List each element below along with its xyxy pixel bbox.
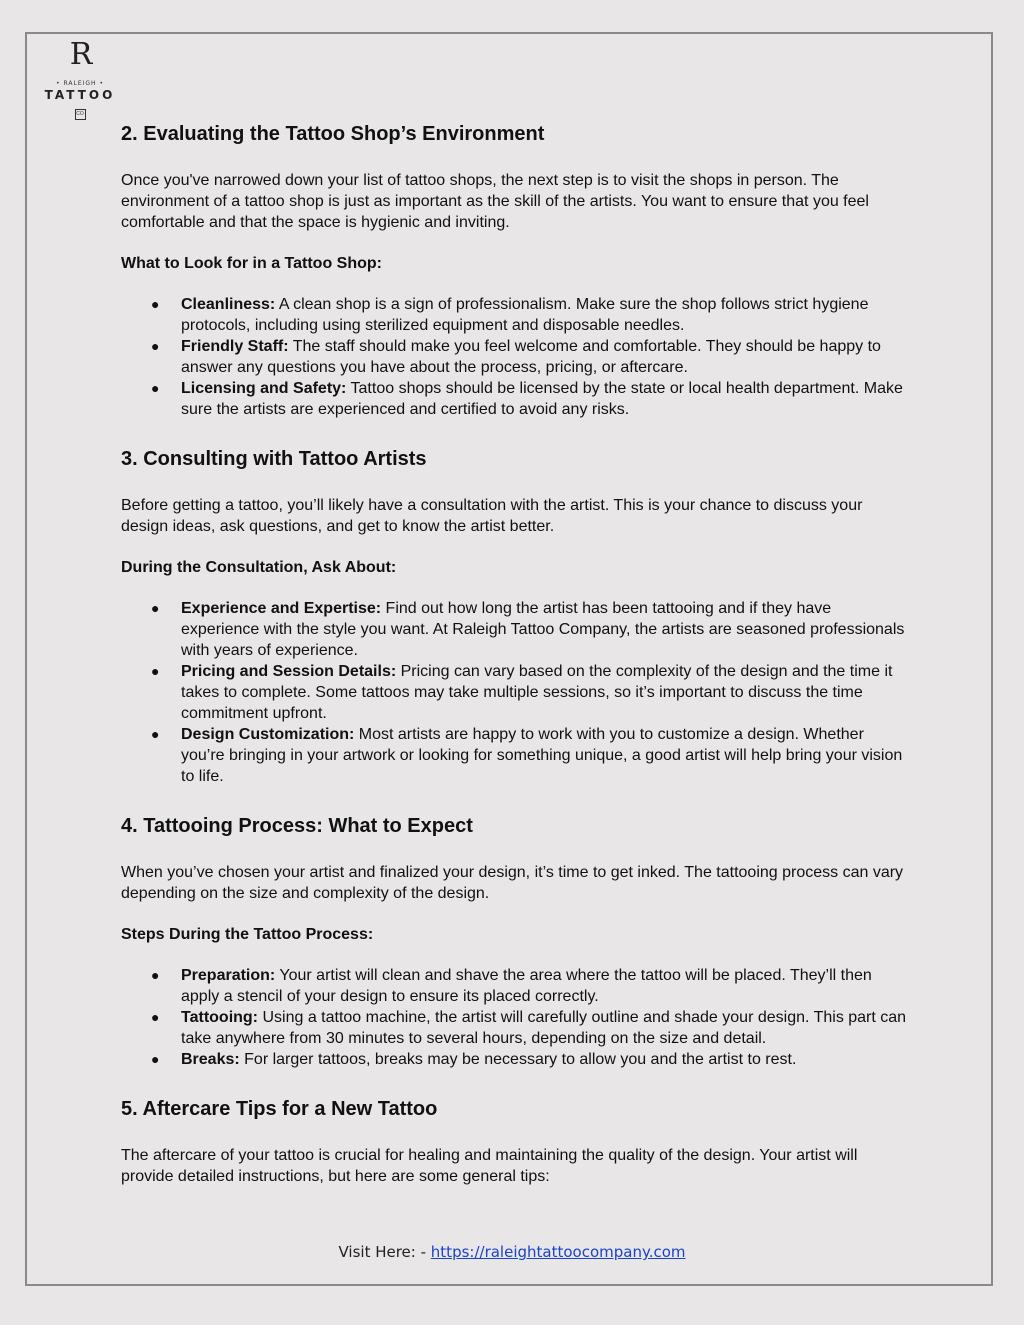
- list-item: [121, 1007, 911, 1049]
- item-text: A clean shop is a sign of professionalism. Make sure the shop follows strict hygiene protocols, including using sterilized equipment and disposable needles.: [181, 296, 869, 334]
- section-subheading: Steps During the Tattoo Process:: [121, 926, 374, 943]
- bullet-icon: ●: [151, 338, 160, 354]
- document-body: [121, 120, 911, 1187]
- bullet-icon: ●: [151, 726, 160, 742]
- item-text: Find out how long the artist has been tattooing and if they have experience with the style you want. At Raleigh Tattoo Company, the artists are seasoned professionals with years of experience.: [181, 600, 905, 659]
- item-term: Pricing and Session Details:: [181, 663, 397, 680]
- footer-label: Visit Here: -: [338, 1243, 431, 1261]
- bullet-icon: ●: [151, 600, 160, 616]
- item-text: Pricing can vary based on the complexity of the design and the time it takes to complete. Some tattoos may take multiple sessions, so it’s important to discuss the time commitment upfront.: [181, 663, 893, 722]
- section-subheading: During the Consultation, Ask About:: [121, 559, 397, 576]
- item-term: Friendly Staff:: [181, 338, 289, 355]
- list-item: [121, 294, 911, 336]
- list-item: [121, 724, 911, 787]
- bullet-icon: ●: [151, 296, 160, 312]
- item-text: Your artist will clean and shave the area where the tattoo will be placed. They’ll then apply a stencil of your design to ensure its placed correctly.: [181, 967, 872, 1005]
- list-item: [121, 378, 911, 420]
- section-intro: Before getting a tattoo, you’ll likely have a consultation with the artist. This is your chance to discuss your design ideas, ask questions, and get to know the artist better.: [121, 497, 863, 535]
- item-term: Experience and Expertise:: [181, 600, 382, 617]
- bullet-list: [121, 598, 911, 787]
- section-heading: 2. Evaluating the Tattoo Shop’s Environment: [121, 123, 545, 145]
- section-subheading: What to Look for in a Tattoo Shop:: [121, 255, 382, 272]
- raleigh-tattoo-logo: [38, 37, 122, 124]
- list-item: [121, 661, 911, 724]
- bullet-list: [121, 294, 911, 420]
- list-item: [121, 598, 911, 661]
- section-intro: When you’ve chosen your artist and finalized your design, it’s time to get inked. The tattooing process can vary depending on the size and complexity of the design.: [121, 864, 904, 902]
- item-term: Tattooing:: [181, 1009, 259, 1026]
- list-item: [121, 965, 911, 1007]
- footer: [0, 1243, 1024, 1261]
- section-heading: 5. Aftercare Tips for a New Tattoo: [121, 1098, 438, 1120]
- item-text: Tattoo shops should be licensed by the state or local health department. Make sure the artists are experienced and certified to avoid any risks.: [181, 380, 903, 418]
- item-text: Using a tattoo machine, the artist will carefully outline and shade your design. This part can take anywhere from 30 minutes to several hours, depending on the size and detail.: [181, 1009, 907, 1047]
- website-link[interactable]: https://raleightattoocompany.com: [430, 1243, 686, 1261]
- bullet-icon: ●: [151, 1009, 160, 1025]
- section-heading: 3. Consulting with Tattoo Artists: [121, 448, 427, 470]
- logo-co: CO: [75, 109, 86, 120]
- list-item: [121, 336, 911, 378]
- item-term: Licensing and Safety:: [181, 380, 347, 397]
- bullet-icon: ●: [151, 380, 160, 396]
- item-text: The staff should make you feel welcome and comfortable. They should be happy to answer any questions you have about the process, pricing, or aftercare.: [181, 338, 881, 376]
- bullet-icon: ●: [151, 663, 160, 679]
- item-term: Design Customization:: [181, 726, 355, 743]
- item-term: Cleanliness:: [181, 296, 276, 313]
- logo-monogram: R: [69, 37, 87, 72]
- bullet-icon: ●: [151, 967, 160, 983]
- bullet-list: [121, 965, 911, 1070]
- logo-city: • RALEIGH •: [56, 80, 104, 87]
- section-intro: The aftercare of your tattoo is crucial for healing and maintaining the quality of the design. Your artist will provide detailed instructions, but here are some general tips:: [121, 1147, 858, 1185]
- section-heading: 4. Tattooing Process: What to Expect: [121, 815, 473, 837]
- section-intro: Once you've narrowed down your list of tattoo shops, the next step is to visit the shops in person. The environment of a tattoo shop is just as important as the skill of the artists. You want to ensure that you feel comfortable and that the space is hygienic and inviting.: [121, 172, 869, 231]
- item-term: Breaks:: [181, 1051, 240, 1068]
- item-term: Preparation:: [181, 967, 276, 984]
- list-item: [121, 1049, 911, 1070]
- item-text: For larger tattoos, breaks may be necessary to allow you and the artist to rest.: [239, 1051, 797, 1068]
- logo-brand: TATTOO: [44, 88, 116, 102]
- item-text: Most artists are happy to work with you to customize a design. Whether you’re bringing in your artwork or looking for something unique, a good artist will help bring your vision to life.: [181, 726, 903, 785]
- bullet-icon: ●: [151, 1051, 160, 1067]
